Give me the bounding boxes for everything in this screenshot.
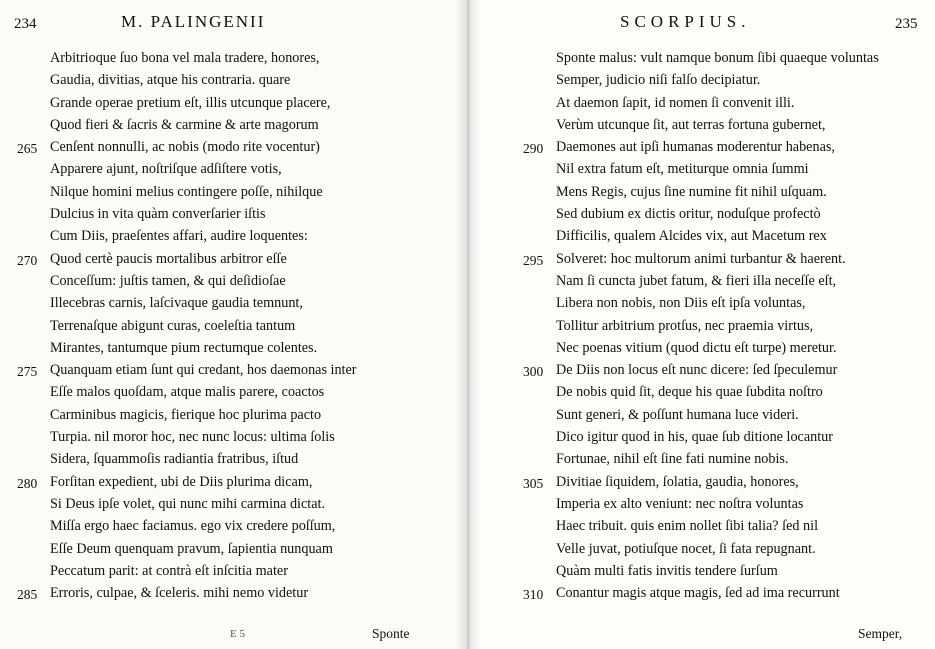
- verse-text: Mirantes, tantumque pium rectumque colentes.: [50, 339, 318, 356]
- verse-line: [468, 315, 935, 337]
- left-running-head: M. PALINGENII: [121, 12, 266, 31]
- verse-text: De Diis non locus eſt nunc dicere: ſed ſpeculemur: [556, 362, 838, 379]
- line-number: 300: [523, 364, 544, 380]
- verse-line: [0, 471, 468, 493]
- left-page-number: 234: [14, 16, 37, 32]
- verse-text: Daemones aut ipſi humanas moderentur habenas,: [556, 139, 835, 156]
- verse-text: Haec tribuit. quis enim nollet ſibi talia? ſed nil: [556, 518, 819, 535]
- verse-text: Arbitrioque ſuo bona vel mala tradere, honores,: [50, 50, 320, 66]
- right-page: [468, 0, 935, 649]
- verse-text: Velle juvat, potiuſque nocet, ſi fata repugnant.: [556, 540, 816, 557]
- verse-line: [0, 426, 468, 448]
- verse-text: Fortunae, nihil eſt ſine fati numine nobis.: [556, 451, 789, 468]
- verse-line: [468, 114, 935, 136]
- verse-line: [468, 359, 935, 381]
- verse-text: Nam ſi cuncta jubet fatum, & fieri illa neceſſe eſt,: [556, 272, 837, 289]
- verse-line: [468, 582, 935, 604]
- verse-text: Semper, judicio niſi falſo decipiatur.: [556, 72, 761, 89]
- verse-line: [0, 181, 468, 203]
- verse-line: [0, 225, 468, 247]
- verse-text: Quàm multi fatis invitis tendere ſurſum: [556, 562, 778, 579]
- verse-line: [0, 248, 468, 270]
- verse-text: Peccatum parit: at contrà eſt inſcitia mater: [50, 562, 288, 579]
- verse-text: Cum Diis, praeſentes affari, audire loquentes:: [50, 228, 308, 245]
- right-catchword: Semper,: [858, 626, 903, 641]
- verse-text: Divitiae ſiquidem, ſolatia, gaudia, honores,: [556, 473, 799, 490]
- verse-text: Carminibus magicis, fierique hoc plurima pacto: [50, 406, 322, 423]
- line-number: 275: [17, 364, 38, 380]
- verse-text: Dico igitur quod in his, quae ſub ditione locantur: [556, 429, 834, 446]
- verse-line: [0, 359, 468, 381]
- verse-line: [0, 92, 468, 114]
- right-verse-lines: [468, 47, 935, 604]
- right-page-number: 235: [895, 16, 918, 32]
- verse-line: [468, 560, 935, 582]
- verse-line: [0, 404, 468, 426]
- verse-line: [0, 292, 468, 314]
- verse-line: [468, 538, 935, 560]
- verse-line: [468, 225, 935, 247]
- verse-text: Mens Regis, cujus ſine numine fit nihil uſquam.: [556, 183, 827, 200]
- verse-line: [0, 315, 468, 337]
- verse-line: [468, 69, 935, 91]
- verse-text: Eſſe malos quoſdam, atque malis parere, coactos: [50, 384, 325, 401]
- verse-text: Gaudia, divitias, atque his contraria. quare: [50, 72, 291, 89]
- verse-line: [468, 158, 935, 180]
- verse-line: [468, 448, 935, 470]
- verse-line: [0, 515, 468, 537]
- line-number: 310: [523, 587, 544, 603]
- verse-line: [0, 381, 468, 403]
- line-number: 280: [17, 475, 38, 491]
- verse-text: At daemon ſapit, id nomen ſi convenit illi.: [556, 94, 795, 111]
- right-running-head: SCORPIUS.: [620, 12, 751, 31]
- verse-text: Libera non nobis, non Diis eſt ipſa voluntas,: [556, 295, 806, 312]
- verse-text: Solveret: hoc multorum animi turbantur & haerent.: [556, 250, 846, 267]
- verse-text: Erroris, culpae, & ſceleris. mihi nemo videtur: [50, 585, 309, 602]
- verse-text: Sed dubium ex dictis oritur, noduſque profectò: [556, 206, 821, 223]
- line-number: 305: [523, 475, 544, 491]
- verse-text: Si Deus ipſe volet, qui nunc mihi carmina dictat.: [50, 495, 326, 512]
- verse-line: [468, 515, 935, 537]
- verse-line: [0, 337, 468, 359]
- verse-text: Nil extra fatum eſt, metiturque omnia ſummi: [556, 161, 809, 178]
- verse-text: Grande operae pretium eſt, illis utcunque placere,: [50, 94, 331, 111]
- left-catchword: Sponte: [372, 626, 410, 641]
- verse-text: Sunt generi, & poſſunt humana luce videri.: [556, 406, 799, 423]
- verse-text: Conantur magis atque magis, ſed ad ima recurrunt: [556, 585, 840, 602]
- verse-line: [468, 493, 935, 515]
- verse-line: [0, 560, 468, 582]
- verse-text: Sidera, ſquammoſis radiantia fratribus, iſtud: [50, 451, 299, 468]
- verse-text: Turpia. nil moror hoc, nec nunc locus: ultima ſolis: [50, 429, 335, 446]
- verse-line: [0, 69, 468, 91]
- verse-line: [0, 582, 468, 604]
- verse-line: [468, 136, 935, 158]
- verse-line: [0, 203, 468, 225]
- verse-line: [0, 538, 468, 560]
- verse-text: De nobis quid ſit, deque his quae ſubdita noſtro: [556, 384, 823, 401]
- verse-text: Dulcius in vita quàm converſarier iſtis: [50, 206, 266, 223]
- verse-text: Terrenaſque abigunt curas, coeleſtia tantum: [50, 317, 296, 334]
- verse-line: [468, 92, 935, 114]
- verse-text: Cenſent nonnulli, ac nobis (modo rite vocentur): [50, 139, 320, 156]
- verse-text: Illecebras carnis, laſcivaque gaudia temnunt,: [50, 295, 303, 312]
- verse-text: Forſitan expedient, ubi de Diis plurima dicam,: [50, 473, 313, 490]
- left-verse-lines: [0, 47, 468, 604]
- verse-text: Nilque homini melius contingere poſſe, nihilque: [50, 183, 323, 200]
- line-number: 285: [17, 587, 38, 603]
- line-number: 295: [523, 252, 544, 268]
- verse-text: Nec poenas vitium (quod dictu eſt turpe) meretur.: [556, 339, 837, 356]
- verse-line: [468, 337, 935, 359]
- verse-text: Quod fieri & ſacris & carmine & arte magorum: [50, 116, 319, 133]
- line-number: 270: [17, 252, 38, 268]
- verse-line: [0, 136, 468, 158]
- verse-line: [468, 248, 935, 270]
- verse-line: [468, 426, 935, 448]
- verse-line: [468, 270, 935, 292]
- verse-text: Conceſſum: juſtis tamen, & qui deſidioſae: [50, 272, 286, 289]
- verse-line: [468, 404, 935, 426]
- verse-line: [0, 448, 468, 470]
- verse-text: Quanquam etiam ſunt qui credant, hos daemonas inter: [50, 362, 357, 379]
- verse-text: Verùm utcunque ſit, aut terras fortuna gubernet,: [556, 116, 826, 133]
- verse-line: [468, 471, 935, 493]
- line-number: 265: [17, 141, 38, 157]
- verse-line: [468, 292, 935, 314]
- verse-line: [0, 270, 468, 292]
- line-number: 290: [523, 141, 544, 157]
- verse-text: Quod certè paucis mortalibus arbitror eſſe: [50, 250, 287, 267]
- verse-line: [468, 381, 935, 403]
- verse-line: [0, 158, 468, 180]
- verse-text: Apparere ajunt, noſtriſque adſiſtere votis,: [50, 161, 282, 178]
- verse-text: Imperia ex alto veniunt: nec noſtra voluntas: [556, 495, 804, 512]
- verse-line: [0, 47, 468, 69]
- verse-line: [468, 203, 935, 225]
- verse-line: [468, 181, 935, 203]
- verse-text: Eſſe Deum quenquam pravum, ſapientia nunquam: [50, 540, 333, 557]
- signature-mark: E 5: [230, 628, 245, 640]
- verse-line: [468, 47, 935, 69]
- verse-text: Miſſa ergo haec faciamus. ego vix credere poſſum,: [50, 518, 336, 535]
- verse-line: [0, 493, 468, 515]
- verse-text: Tollitur arbitrium protſus, nec praemia virtus,: [556, 317, 814, 334]
- verse-text: Difficilis, qualem Alcides vix, aut Macetum rex: [556, 228, 827, 245]
- verse-text: Sponte malus: vult namque bonum ſibi quaeque voluntas: [556, 50, 879, 66]
- verse-line: [0, 114, 468, 136]
